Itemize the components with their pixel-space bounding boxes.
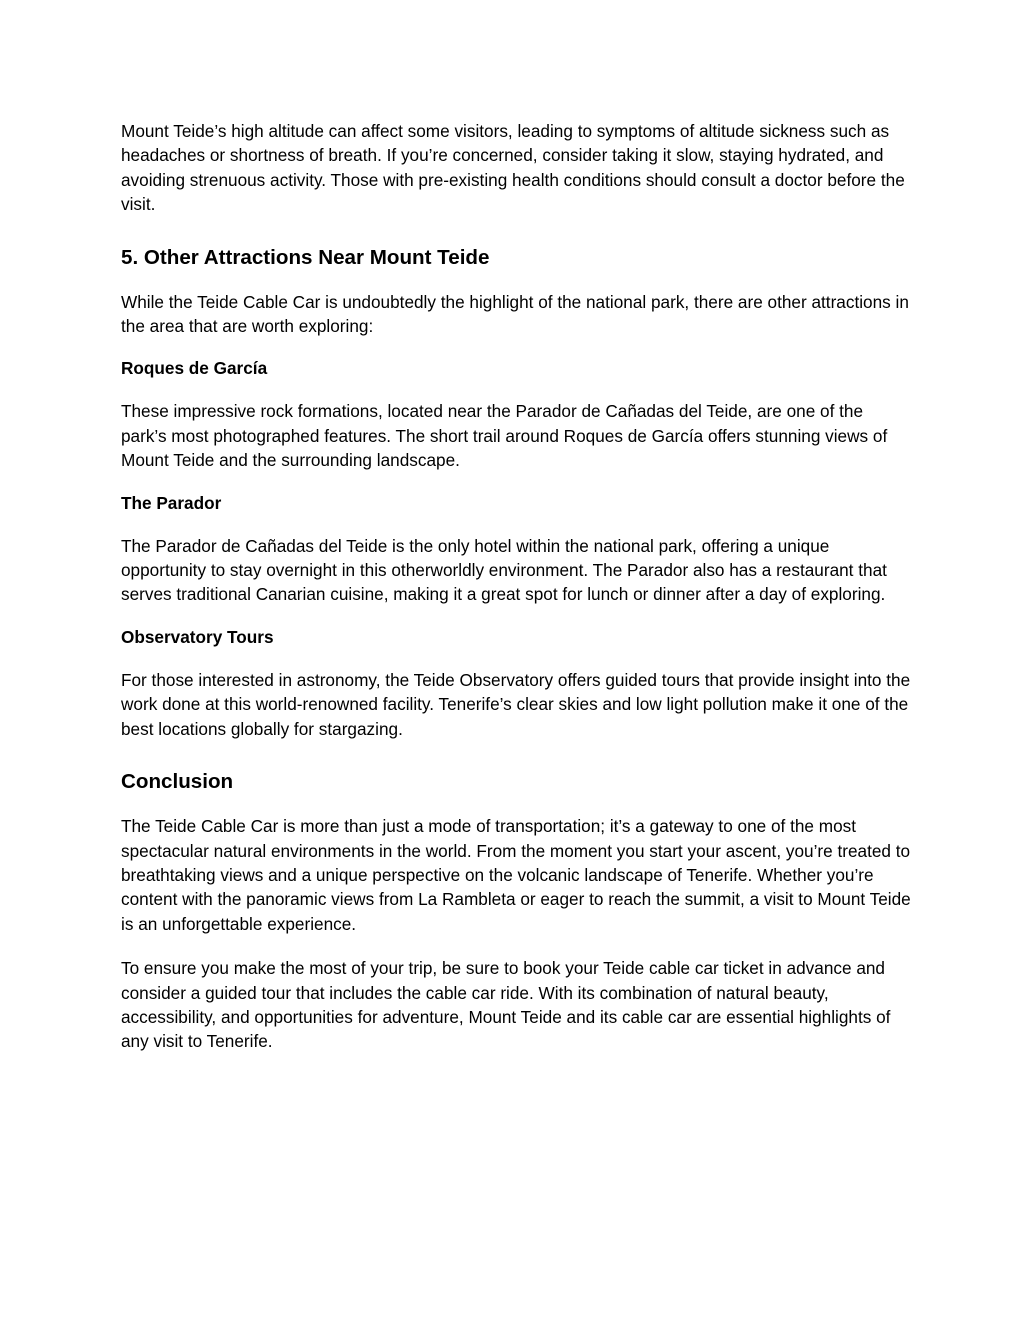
document-page <box>121 119 911 1054</box>
subheading-the-parador: The Parador <box>121 492 222 513</box>
section-heading-other-attractions: 5. Other Attractions Near Mount Teide <box>121 245 490 269</box>
conclusion-paragraph-1: The Teide Cable Car is more than just a mode of transportation; it’s a gateway to one of the most spectacular natural environments in the world. From the moment you start your ascent, you’re treated to breathtaking views and a unique perspective on the volcanic landscape of Tenerife. Whether you’re content with the panoramic views from La Rambleta or eager to reach the summit, a visit to Mount Teide is an unforgettable experience. <box>121 816 911 934</box>
subheading-observatory-tours: Observatory Tours <box>121 626 274 647</box>
subheading-roques-de-garcia: Roques de García <box>121 358 268 379</box>
altitude-paragraph: Mount Teide’s high altitude can affect some visitors, leading to symptoms of altitude sickness such as headaches or shortness of breath. If you’re concerned, consider taking it slow, staying hydrated, and avoiding strenuous activity. Those with pre-existing health conditions should consult a doctor before the visit. <box>121 121 905 215</box>
section-intro-paragraph: While the Teide Cable Car is undoubtedly the highlight of the national park, there are other attractions in the area that are worth exploring: <box>121 291 909 337</box>
conclusion-paragraph-2: To ensure you make the most of your trip, be sure to book your Teide cable car ticket in advance and consider a guided tour that includes the cable car ride. With its combination of natural beauty, accessibility, and opportunities for adventure, Mount Teide and its cable car are essential highlights of any visit to Tenerife. <box>121 958 891 1052</box>
roques-de-garcia-paragraph: These impressive rock formations, located near the Parador de Cañadas del Teide, are one of the park’s most photographed features. The short trail around Roques de García offers stunning views of Mount Teide and the surrounding landscape. <box>121 401 888 471</box>
observatory-tours-paragraph: For those interested in astronomy, the Teide Observatory offers guided tours that provide insight into the work done at this world-renowned facility. Tenerife’s clear skies and low light pollution make it one of the best locations globally for stargazing. <box>121 669 911 739</box>
section-heading-conclusion: Conclusion <box>121 770 234 794</box>
the-parador-paragraph: The Parador de Cañadas del Teide is the only hotel within the national park, offering a unique opportunity to stay overnight in this otherworldly environment. The Parador also has a restaurant that serves traditional Canarian cuisine, making it a great spot for lunch or dinner after a day of exploring. <box>121 535 887 605</box>
